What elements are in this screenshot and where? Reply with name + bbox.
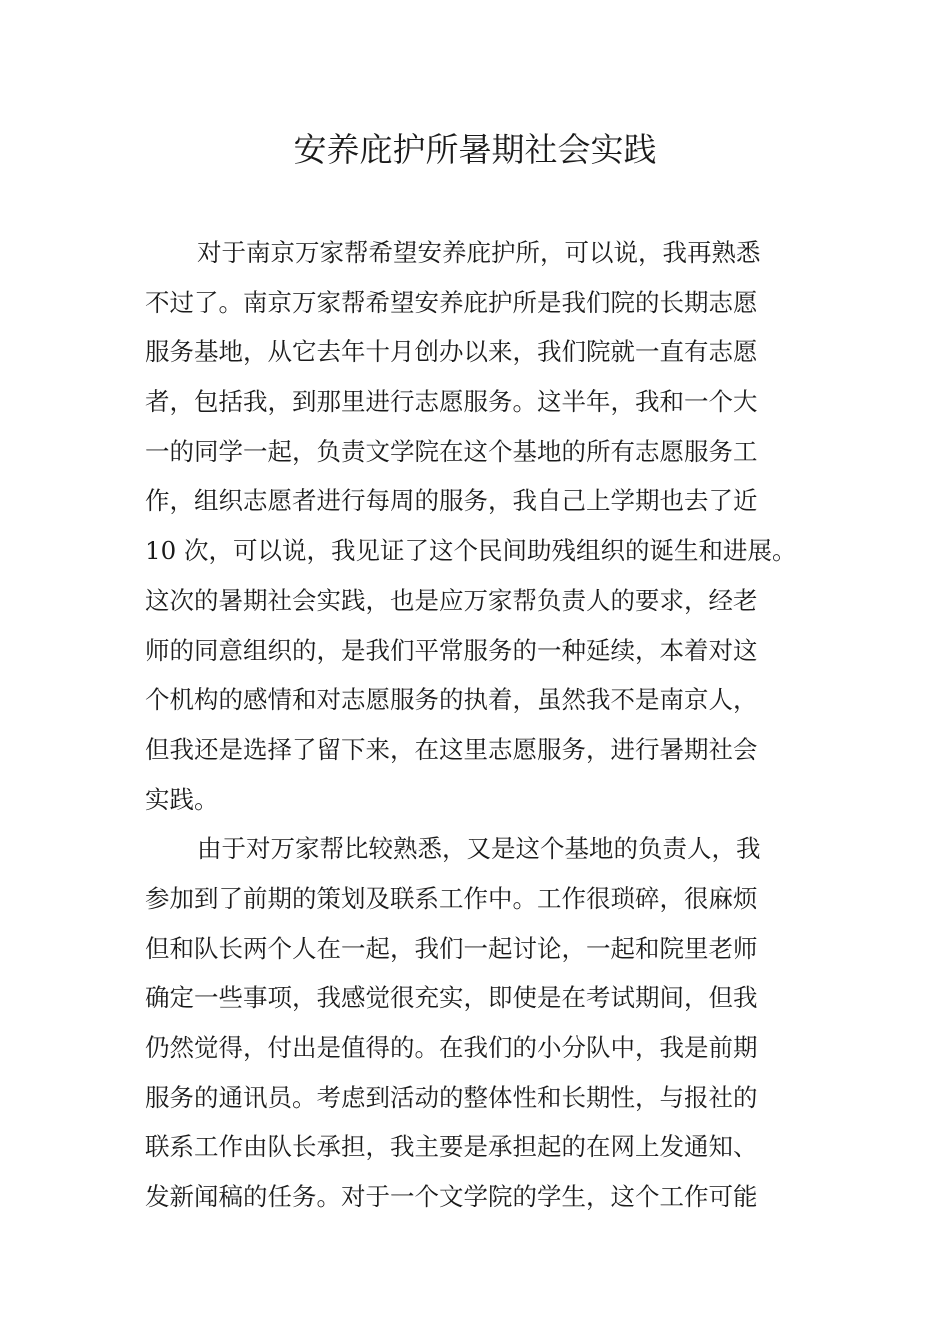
text-line: 联系工作由队长承担，我主要是承担起的在网上发通知、 xyxy=(145,1132,758,1162)
text-line: 但我还是选择了留下来，在这里志愿服务，进行暑期社会 xyxy=(145,734,758,764)
text-line: 不过了。南京万家帮希望安养庇护所是我们院的长期志愿 xyxy=(145,287,758,317)
text-line: 者，包括我，到那里进行志愿服务。这半年，我和一个大 xyxy=(145,387,758,417)
text-line: 服务基地，从它去年十月创办以来，我们院就一直有志愿 xyxy=(145,337,758,367)
text-line: 师的同意组织的，是我们平常服务的一种延续，本着对这 xyxy=(145,635,758,665)
document-title: 安养庇护所暑期社会实践 xyxy=(293,130,657,169)
text-line: 这次的暑期社会实践，也是应万家帮负责人的要求，经老 xyxy=(145,585,758,615)
text-line: 发新闻稿的任务。对于一个文学院的学生，这个工作可能 xyxy=(145,1182,758,1212)
text-line: 实践。 xyxy=(145,784,219,814)
text-line: 作，组织志愿者进行每周的服务，我自己上学期也去了近 xyxy=(145,486,758,516)
paragraph-1 xyxy=(145,228,809,824)
text-line: 服务的通讯员。考虑到活动的整体性和长期性，与报社的 xyxy=(145,1082,758,1112)
text-line: 一的同学一起，负责文学院在这个基地的所有志愿服务工 xyxy=(145,436,758,466)
text-line: 但和队长两个人在一起，我们一起讨论，一起和院里老师 xyxy=(145,933,758,963)
paragraph-2 xyxy=(145,824,809,1222)
document-body xyxy=(145,228,809,1222)
text-line: 参加到了前期的策划及联系工作中。工作很琐碎，很麻烦 xyxy=(145,883,758,913)
text-line: 对于南京万家帮希望安养庇护所，可以说，我再熟悉 xyxy=(197,238,761,267)
text-line: 确定一些事项，我感觉很充实，即使是在考试期间，但我 xyxy=(145,983,758,1013)
text-line: 由于对万家帮比较熟悉，又是这个基地的负责人，我 xyxy=(197,834,761,864)
text-line: 10 次，可以说，我见证了这个民间助残组织的诞生和进展。 xyxy=(145,536,797,566)
text-line: 仍然觉得，付出是值得的。在我们的小分队中，我是前期 xyxy=(145,1033,758,1062)
text-line: 个机构的感情和对志愿服务的执着，虽然我不是南京人， xyxy=(145,685,758,715)
